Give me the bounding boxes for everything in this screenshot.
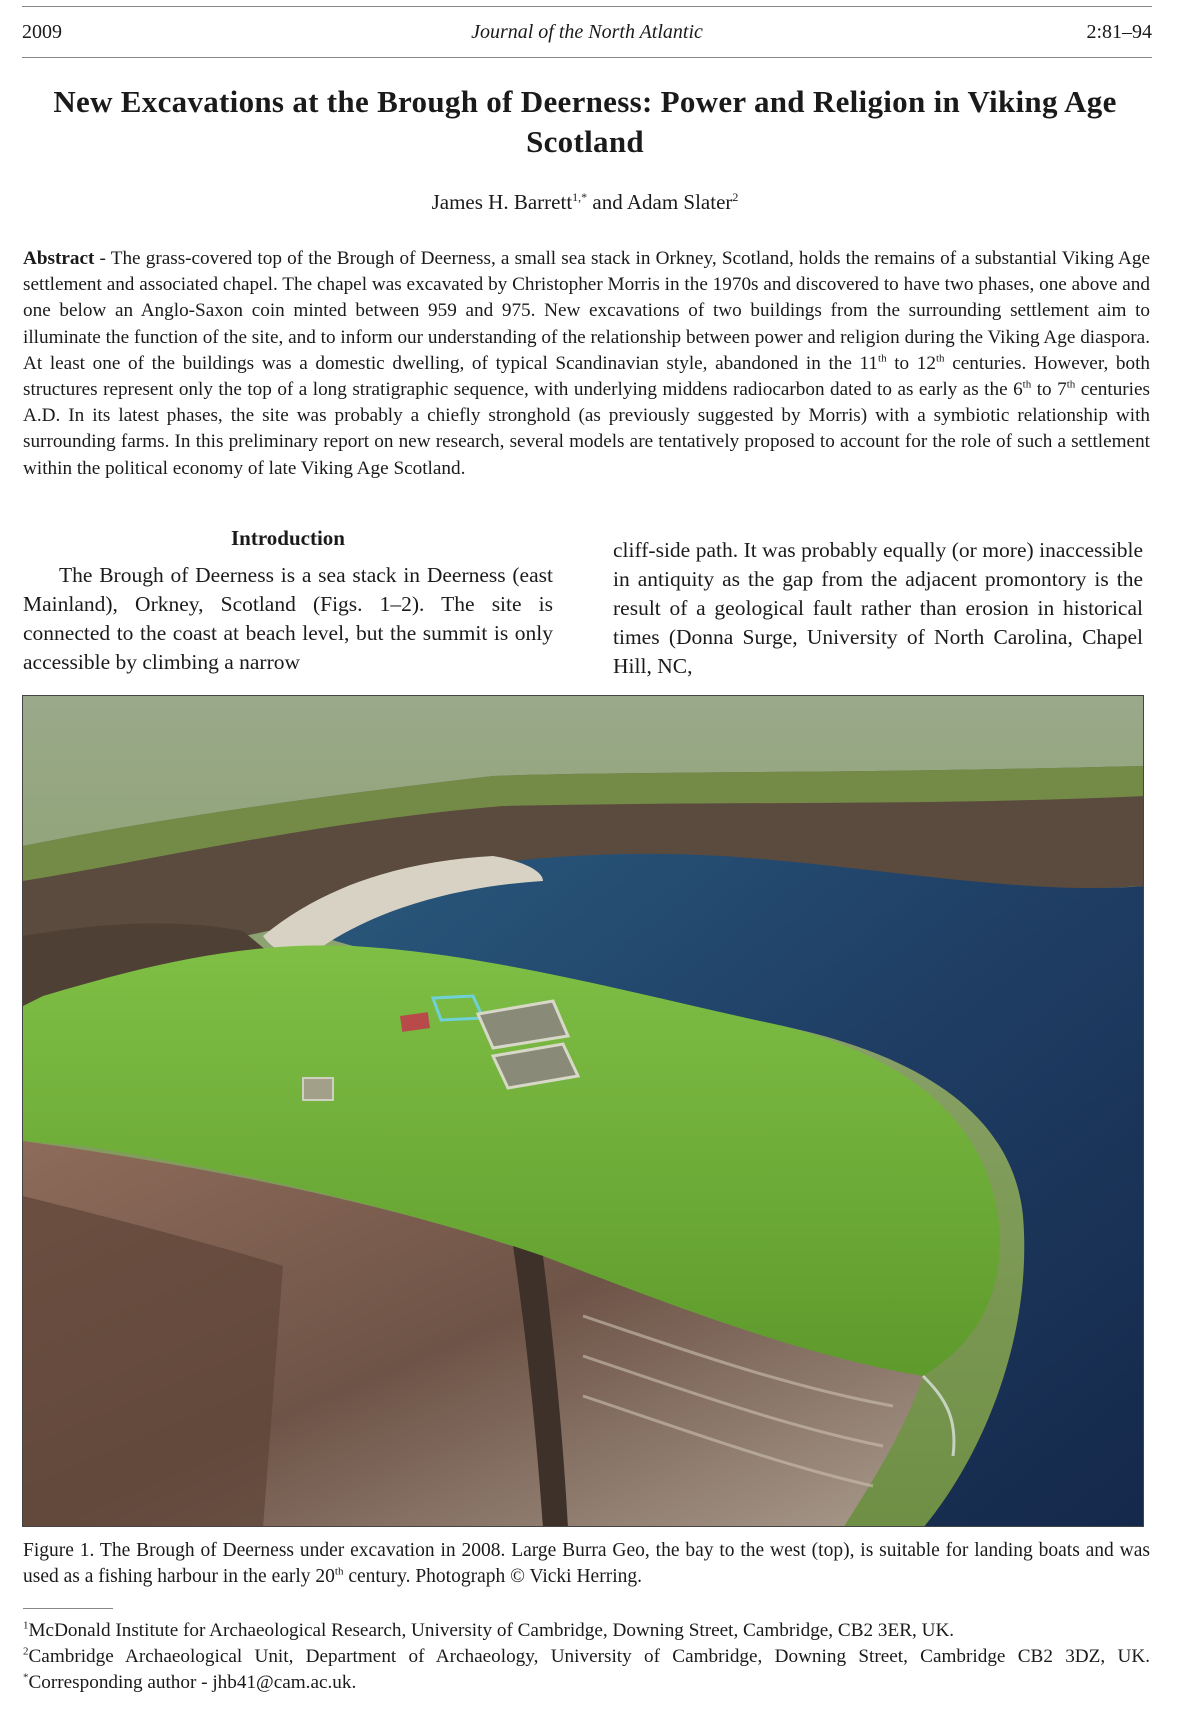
author-slater: Adam Slater [626,190,733,214]
intro-paragraph: The Brough of Deerness is a sea stack in Deerness (east Mainland), Orkney, Scotland (Figs. 1–2). The site is connected to the coast at beach level, but the summit is only accessible by climbing a narrow [23,563,553,674]
header-journal: Journal of the North Atlantic [471,20,703,43]
abstract-text: centuries A.D. In its latest phases, the site was probably a chiefly stronghold (as previously suggested by Morris) with a symbiotic relationship with surrounding farms. In this preliminary report on new research, several models are tentatively proposed to account for the role of such a settlement within the political economy of late Viking Age Scotland. [23,379,1150,479]
author-conjunction: and [587,190,627,214]
caption-text: century. Photograph © Vicki Herring. [343,1566,642,1587]
abstract-sup: th [1066,378,1076,391]
author-barrett-affil: 1,* [572,190,588,204]
aerial-photo-illustration [23,696,1144,1527]
caption-text: Figure 1. The Brough of Deerness under excavation in 2008. Large Burra Geo, the bay to the west (top), is suitable for landing boats and was used as a fishing harbour in the early 20 [23,1540,1150,1587]
footnote-text: Cambridge Archaeological Unit, Department of Archaeology, University of Cambridge, Downing Street, Cambridge CB2 3DZ, UK. [28,1646,1150,1667]
column-right [613,536,1143,681]
figure-1-photograph [22,695,1144,1527]
article-title: New Excavations at the Brough of Deerness: Power and Religion in Viking Age Scotland [53,84,1117,159]
abstract-sup: th [878,352,887,365]
author-slater-affil: 2 [732,190,739,204]
footnote-marker: * [23,1671,29,1684]
footnote-marker: 2 [23,1645,29,1658]
footnote-2 [23,1644,1150,1696]
footnote-marker: 1 [23,1619,29,1632]
footnotes [23,1618,1150,1696]
abstract-sup: th [935,352,945,365]
header-year: 2009 [22,20,62,43]
abstract-text: to 7 [1031,379,1067,401]
footnote-rule [23,1608,113,1609]
header-volume-pages: 2:81–94 [1086,20,1152,43]
footnote-text: McDonald Institute for Archaeological Research, University of Cambridge, Downing Street, Cambridge, CB2 3ER, UK. [28,1620,955,1641]
section-heading-introduction: Introduction [231,526,345,550]
abstract-text: to 12 [886,352,936,374]
caption-sup: th [334,1565,344,1578]
footnote-1 [23,1618,1150,1644]
abstract-text: - The grass-covered top of the Brough of Deerness, a small sea stack in Orkney, Scotland, holds the remains of a substantial Viking Age settlement and associated chapel. The chapel was excavated by Christopher Morris in the 1970s and discovered to have two phases, one above and one below an Anglo-Saxon coin minted between 959 and 975. New excavations of two buildings from the surrounding settlement aim to illuminate the function of the site, and to inform our understanding of the relationship between power and religion during the Viking Age diaspora. At least one of the buildings was a domestic dwelling, of typical Scandinavian style, abandoned in the 11 [23,248,1150,374]
chapel-ruin [303,1078,333,1100]
author-line [0,190,1170,215]
intro-paragraph-continued: cliff-side path. It was probably equally (or more) inaccessible in antiquity as the gap from the adjacent promontory is the result of a geological fault rather than erosion in historical times (Donna Surge, University of North Carolina, Chapel Hill, NC, [613,538,1143,678]
corresponding-author-email[interactable]: Corresponding author - jhb41@cam.ac.uk. [28,1672,357,1693]
abstract-label: Abstract [23,248,95,269]
abstract-text: centuries. However, both structures represent only the top of a long stratigraphic sequence, with underlying middens radiocarbon dated to as early as the 6 [23,352,1150,401]
abstract [23,246,1150,482]
figure-1-caption [23,1538,1150,1590]
author-barrett: James H. Barrett [431,190,573,214]
abstract-sup: th [1022,378,1032,391]
column-left [23,524,553,677]
running-header [22,6,1152,58]
